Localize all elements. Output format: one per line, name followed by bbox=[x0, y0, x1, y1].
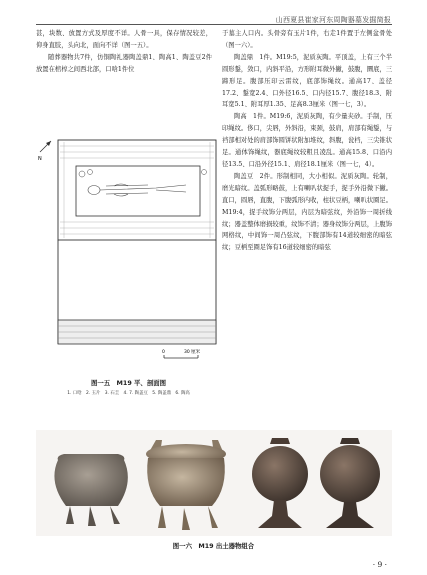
ding-vessel bbox=[146, 440, 226, 530]
header-rule bbox=[36, 24, 392, 25]
paragraph: 随葬器物共7件，仿铜陶礼器陶盖鼎1、陶高1、陶盖豆2件放置在棺椁之间西北部，口唅1件位 bbox=[36, 53, 212, 73]
svg-text:N: N bbox=[38, 156, 42, 162]
vessel-photo bbox=[36, 430, 392, 536]
tomb-plan-drawing bbox=[36, 132, 221, 372]
dou-vessel-right bbox=[320, 438, 380, 528]
figure-15-caption: 图一五 M19 平、剖面图 bbox=[91, 379, 166, 387]
li-vessel bbox=[54, 454, 127, 526]
scale-label-start: 0 bbox=[162, 350, 165, 355]
paragraph: 陶盖鼎 1件。M19:5，泥质灰陶。平顶盖，上有三个半圆形鋬，敛口，内斜平沿，方形附耳微外撇，鼓腹，圜底，三蹄形足。腹部压印云雷纹，底部饰绳纹。通高17、盖径17.2、鋬宽2.4、口外径16.5、口内径15.7、腹径18.3、附耳宽5.1、附耳厚1.35、足高8.3厘米（图一七，3）。 bbox=[222, 53, 393, 109]
paragraph: 甚，块数、放置方式及厚度不详。人骨一具，保存情况较差，仰身直肢，头向北，面向不详（图一五）。 bbox=[36, 30, 212, 49]
item-markers bbox=[79, 170, 207, 178]
dou-vessel-left bbox=[252, 438, 308, 528]
tomb-plan-figure bbox=[36, 132, 221, 372]
figure-16-caption: 图一六 M19 出土器物组合 bbox=[172, 542, 255, 550]
skeleton bbox=[88, 184, 186, 196]
paragraph: 于墓主人口内。头骨旁有玉片1件，右走1件置于左侧盆骨处（图一六）。 bbox=[222, 30, 392, 49]
right-text-column bbox=[222, 28, 392, 254]
paragraph: 陶高 1件。M19:6，泥质灰陶，有少量夹砂。手制，压印绳纹。侈口，尖唇，外斜沿，束颈，鼓肩，肩部有绳鋬，与裆部相对处的肩部饰圆饼状附加堆纹，斜腹，瓮档，三尖锥状足。通体饰绳纹，器底绳纹较粗且凌乱。通高15.8、口沿内径13.5、口沿外径15.1、肩径18.1厘米（图一七，4）。 bbox=[222, 113, 393, 168]
coffin-planks bbox=[60, 142, 214, 238]
running-head: 山西夏县崔家河东周陶器墓发掘简报 bbox=[275, 16, 391, 24]
vessel-photo-image bbox=[36, 430, 392, 536]
coffin-outline bbox=[76, 166, 200, 216]
page-number: · 9 · bbox=[372, 560, 387, 569]
north-arrow-icon bbox=[38, 141, 51, 162]
paragraph: 陶盖豆 2件。形制相同，大小相似。泥质灰陶。轮制，磨光暗纹。盖弧形略鼓，上有喇叭状捉手，捉手外沿微下撇。直口，圆唇，直腹，下腹弧形内收，柱状豆柄，喇叭状圈足。M19:4，捉手纹饰分两层，内层为暗弦纹，外沿饰一周折线纹；器盖整体磨损较重，纹饰不清；器身纹饰分两层，上腹饰网格纹，中间饰一周凸弦纹，下腹部饰有14道较细密的暗弦纹；豆柄至圈足饰有16道较细密的暗弦 bbox=[222, 172, 393, 252]
scale-bar bbox=[162, 348, 201, 358]
pit-outline bbox=[58, 140, 216, 240]
left-text-column bbox=[36, 28, 212, 76]
scale-label-end: 30 厘米 bbox=[184, 350, 201, 355]
figure-15-legend: 1. 口唅 2. 玉片 3. 石圭 4. 7. 陶盖豆 5. 陶盖鼎 6. 陶高 bbox=[67, 391, 190, 396]
